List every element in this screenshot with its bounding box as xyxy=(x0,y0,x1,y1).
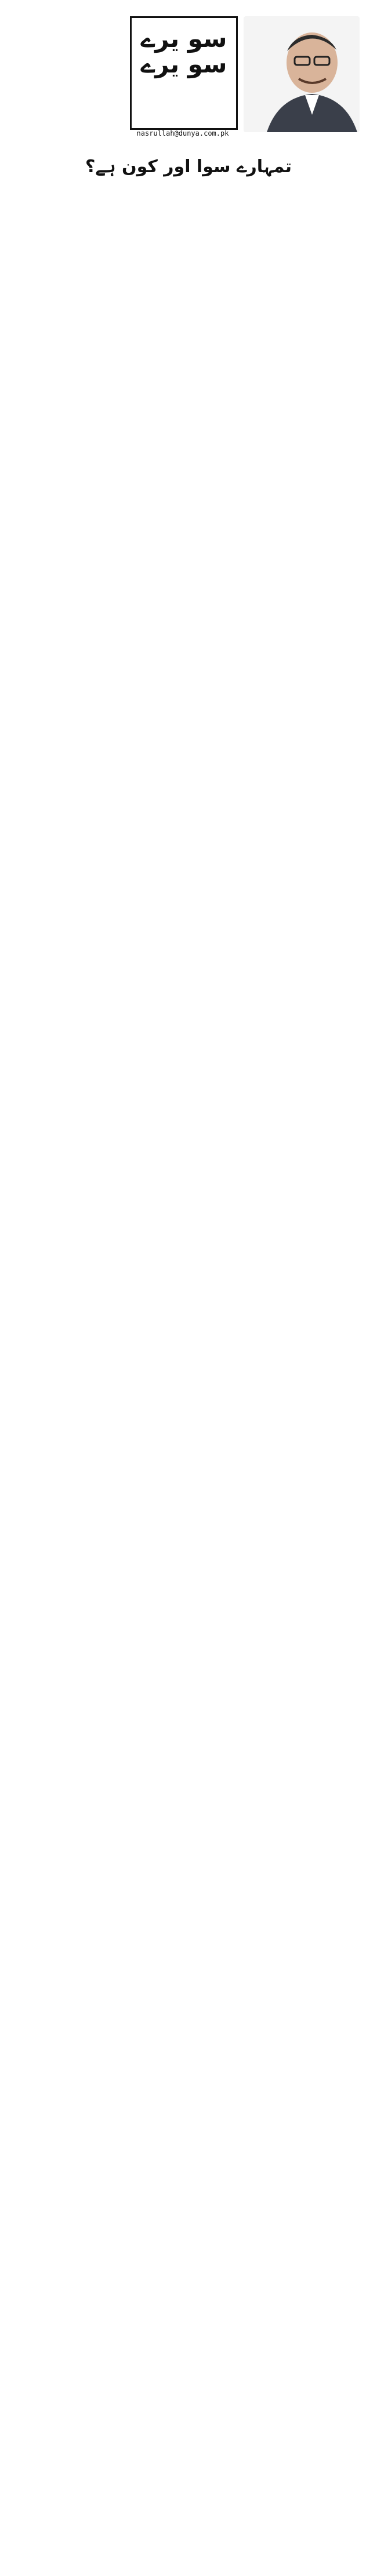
column-title-box xyxy=(130,16,238,130)
article-body xyxy=(12,191,365,2564)
author-email[interactable]: nasrullah@dunya.com.pk xyxy=(136,129,229,137)
column-title: سو یرے سو یرے xyxy=(140,24,227,79)
column-header xyxy=(12,10,365,144)
article-headline: تمہارے سوا اور کون ہے؟ xyxy=(85,157,292,177)
column-masthead xyxy=(128,10,365,144)
author-portrait-drawing xyxy=(244,16,360,132)
author-portrait xyxy=(244,16,360,132)
